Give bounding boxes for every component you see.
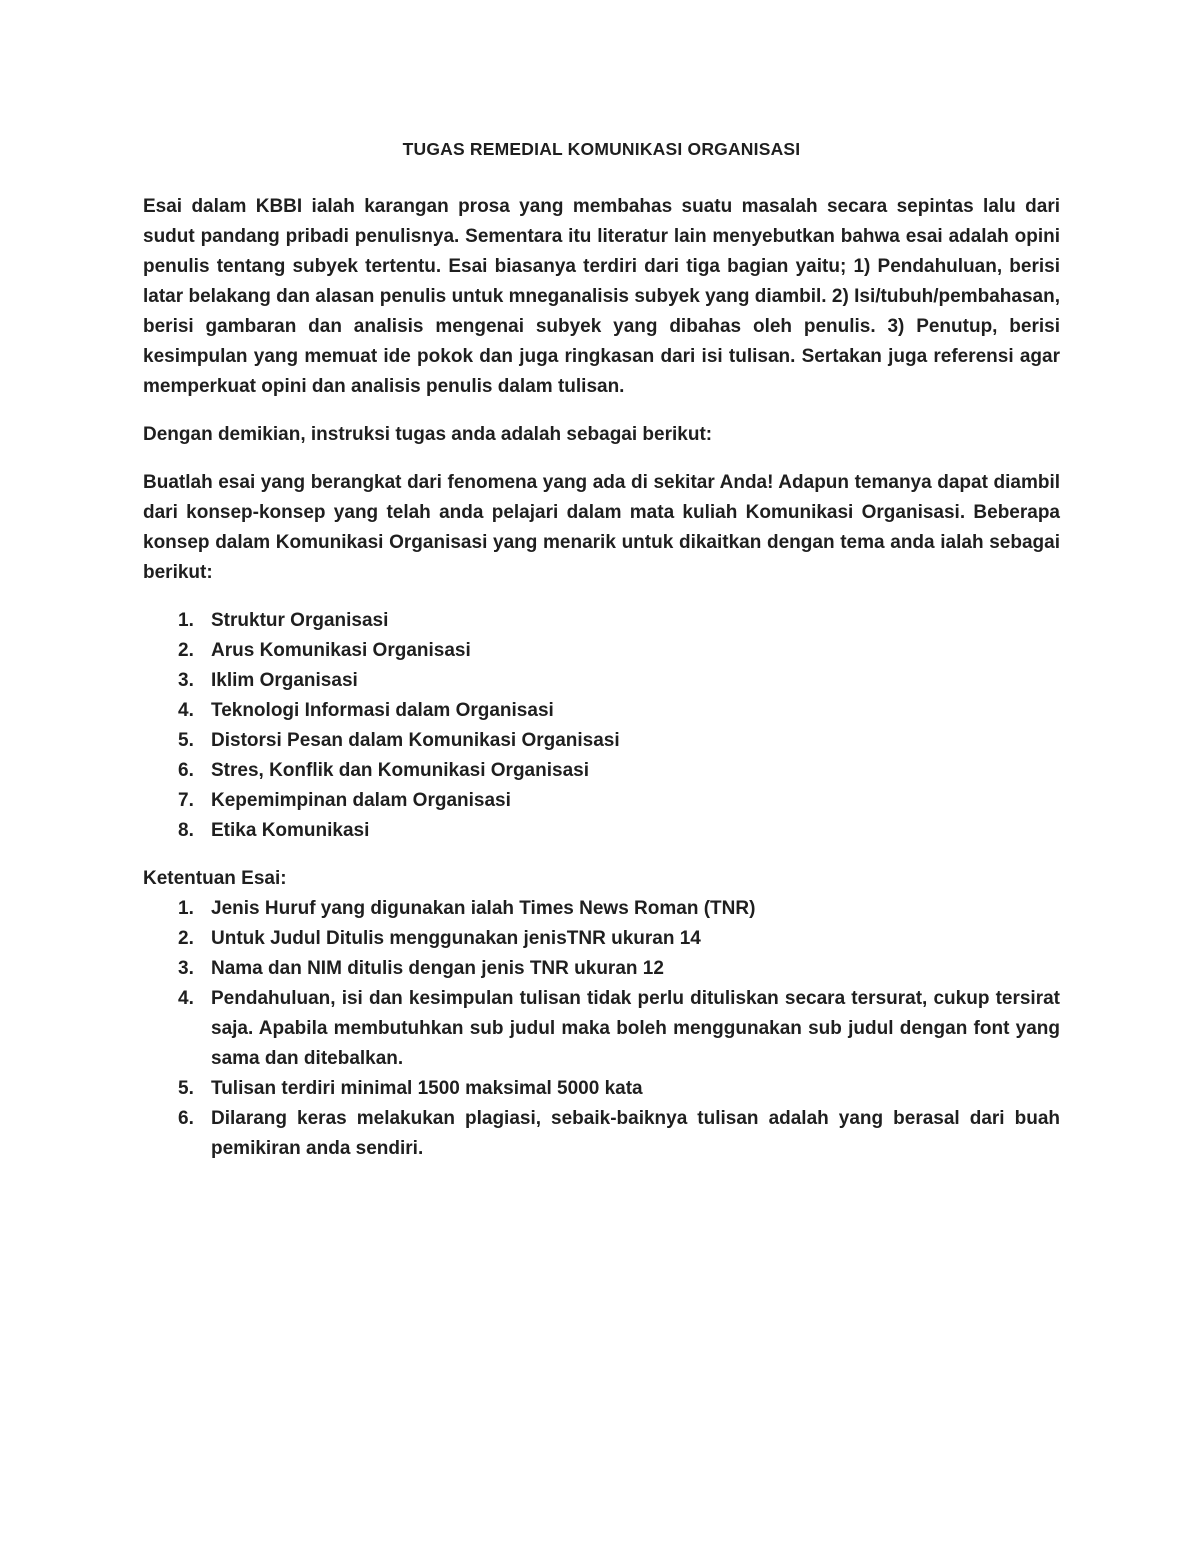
document-title: TUGAS REMEDIAL KOMUNIKASI ORGANISASI bbox=[402, 139, 801, 159]
list-item-text: Etika Komunikasi bbox=[211, 820, 370, 841]
list-item-number: 2. bbox=[178, 928, 194, 949]
list-item-text: Nama dan NIM ditulis dengan jenis TNR ukuran 12 bbox=[211, 958, 664, 979]
list-item bbox=[178, 984, 1060, 1074]
list-item bbox=[178, 816, 1060, 846]
concepts-list bbox=[143, 606, 1060, 846]
list-item bbox=[178, 894, 1060, 924]
ketentuan-heading: Ketentuan Esai: bbox=[143, 868, 287, 889]
list-item-number: 5. bbox=[178, 1078, 194, 1099]
list-item-text: Pendahuluan, isi dan kesimpulan tulisan tidak perlu dituliskan secara tersurat, cukup tersirat saja. Apabila membutuhkan sub judul maka boleh menggunakan sub judul dengan font yang sama dan ditebalkan. bbox=[211, 988, 1060, 1069]
list-item bbox=[178, 924, 1060, 954]
list-item-text: Tulisan terdiri minimal 1500 maksimal 5000 kata bbox=[211, 1078, 643, 1099]
list-item bbox=[178, 1074, 1060, 1104]
paragraph-task-description: Buatlah esai yang berangkat dari fenomena yang ada di sekitar Anda! Adapun temanya dapat diambil dari konsep-konsep yang telah anda pelajari dalam mata kuliah Komunikasi Organisasi. Beberapa konsep dalam Komunikasi Organisasi yang menarik untuk dikaitkan dengan tema anda ialah sebagai berikut: bbox=[143, 472, 1060, 583]
list-item-number: 5. bbox=[178, 730, 194, 751]
list-item-number: 7. bbox=[178, 790, 194, 811]
list-item-number: 4. bbox=[178, 700, 194, 721]
list-item-number: 3. bbox=[178, 958, 194, 979]
list-item-text: Struktur Organisasi bbox=[211, 610, 389, 631]
list-item-text: Teknologi Informasi dalam Organisasi bbox=[211, 700, 554, 721]
list-item bbox=[178, 606, 1060, 636]
list-item-text: Dilarang keras melakukan plagiasi, sebaik-baiknya tulisan adalah yang berasal dari buah pemikiran anda sendiri. bbox=[211, 1108, 1060, 1159]
list-item bbox=[178, 696, 1060, 726]
list-item-text: Jenis Huruf yang digunakan ialah Times News Roman (TNR) bbox=[211, 898, 756, 919]
paragraph-instruction-intro: Dengan demikian, instruksi tugas anda adalah sebagai berikut: bbox=[143, 424, 713, 445]
list-item-text: Iklim Organisasi bbox=[211, 670, 358, 691]
list-item-number: 8. bbox=[178, 820, 194, 841]
list-item-text: Stres, Konflik dan Komunikasi Organisasi bbox=[211, 760, 589, 781]
list-item bbox=[178, 666, 1060, 696]
list-item bbox=[178, 1104, 1060, 1164]
list-item-number: 1. bbox=[178, 898, 194, 919]
list-item-text: Kepemimpinan dalam Organisasi bbox=[211, 790, 511, 811]
list-item-number: 3. bbox=[178, 670, 194, 691]
list-item bbox=[178, 756, 1060, 786]
list-item bbox=[178, 726, 1060, 756]
list-item-number: 6. bbox=[178, 1108, 194, 1129]
list-item-number: 6. bbox=[178, 760, 194, 781]
list-item-number: 4. bbox=[178, 988, 194, 1009]
paragraph-essay-definition: Esai dalam KBBI ialah karangan prosa yang membahas suatu masalah secara sepintas lalu dari sudut pandang pribadi penulisnya. Sementara itu literatur lain menyebutkan bahwa esai adalah opini penulis tentang subyek tertentu. Esai biasanya terdiri dari tiga bagian yaitu; 1) Pendahuluan, berisi latar belakang dan alasan penulis untuk mneganalisis subyek yang diambil. 2) Isi/tubuh/pembahasan, berisi gambaran dan analisis mengenai subyek yang dibahas oleh penulis. 3) Penutup, berisi kesimpulan yang memuat ide pokok dan juga ringkasan dari isi tulisan. Sertakan juga referensi agar memperkuat opini dan analisis penulis dalam tulisan. bbox=[143, 196, 1060, 397]
list-item-text: Distorsi Pesan dalam Komunikasi Organisasi bbox=[211, 730, 620, 751]
list-item bbox=[178, 786, 1060, 816]
list-item bbox=[178, 954, 1060, 984]
list-item-number: 2. bbox=[178, 640, 194, 661]
list-item bbox=[178, 636, 1060, 666]
ketentuan-list bbox=[143, 894, 1060, 1164]
list-item-text: Untuk Judul Ditulis menggunakan jenisTNR ukuran 14 bbox=[211, 928, 701, 949]
list-item-number: 1. bbox=[178, 610, 194, 631]
list-item-text: Arus Komunikasi Organisasi bbox=[211, 640, 471, 661]
